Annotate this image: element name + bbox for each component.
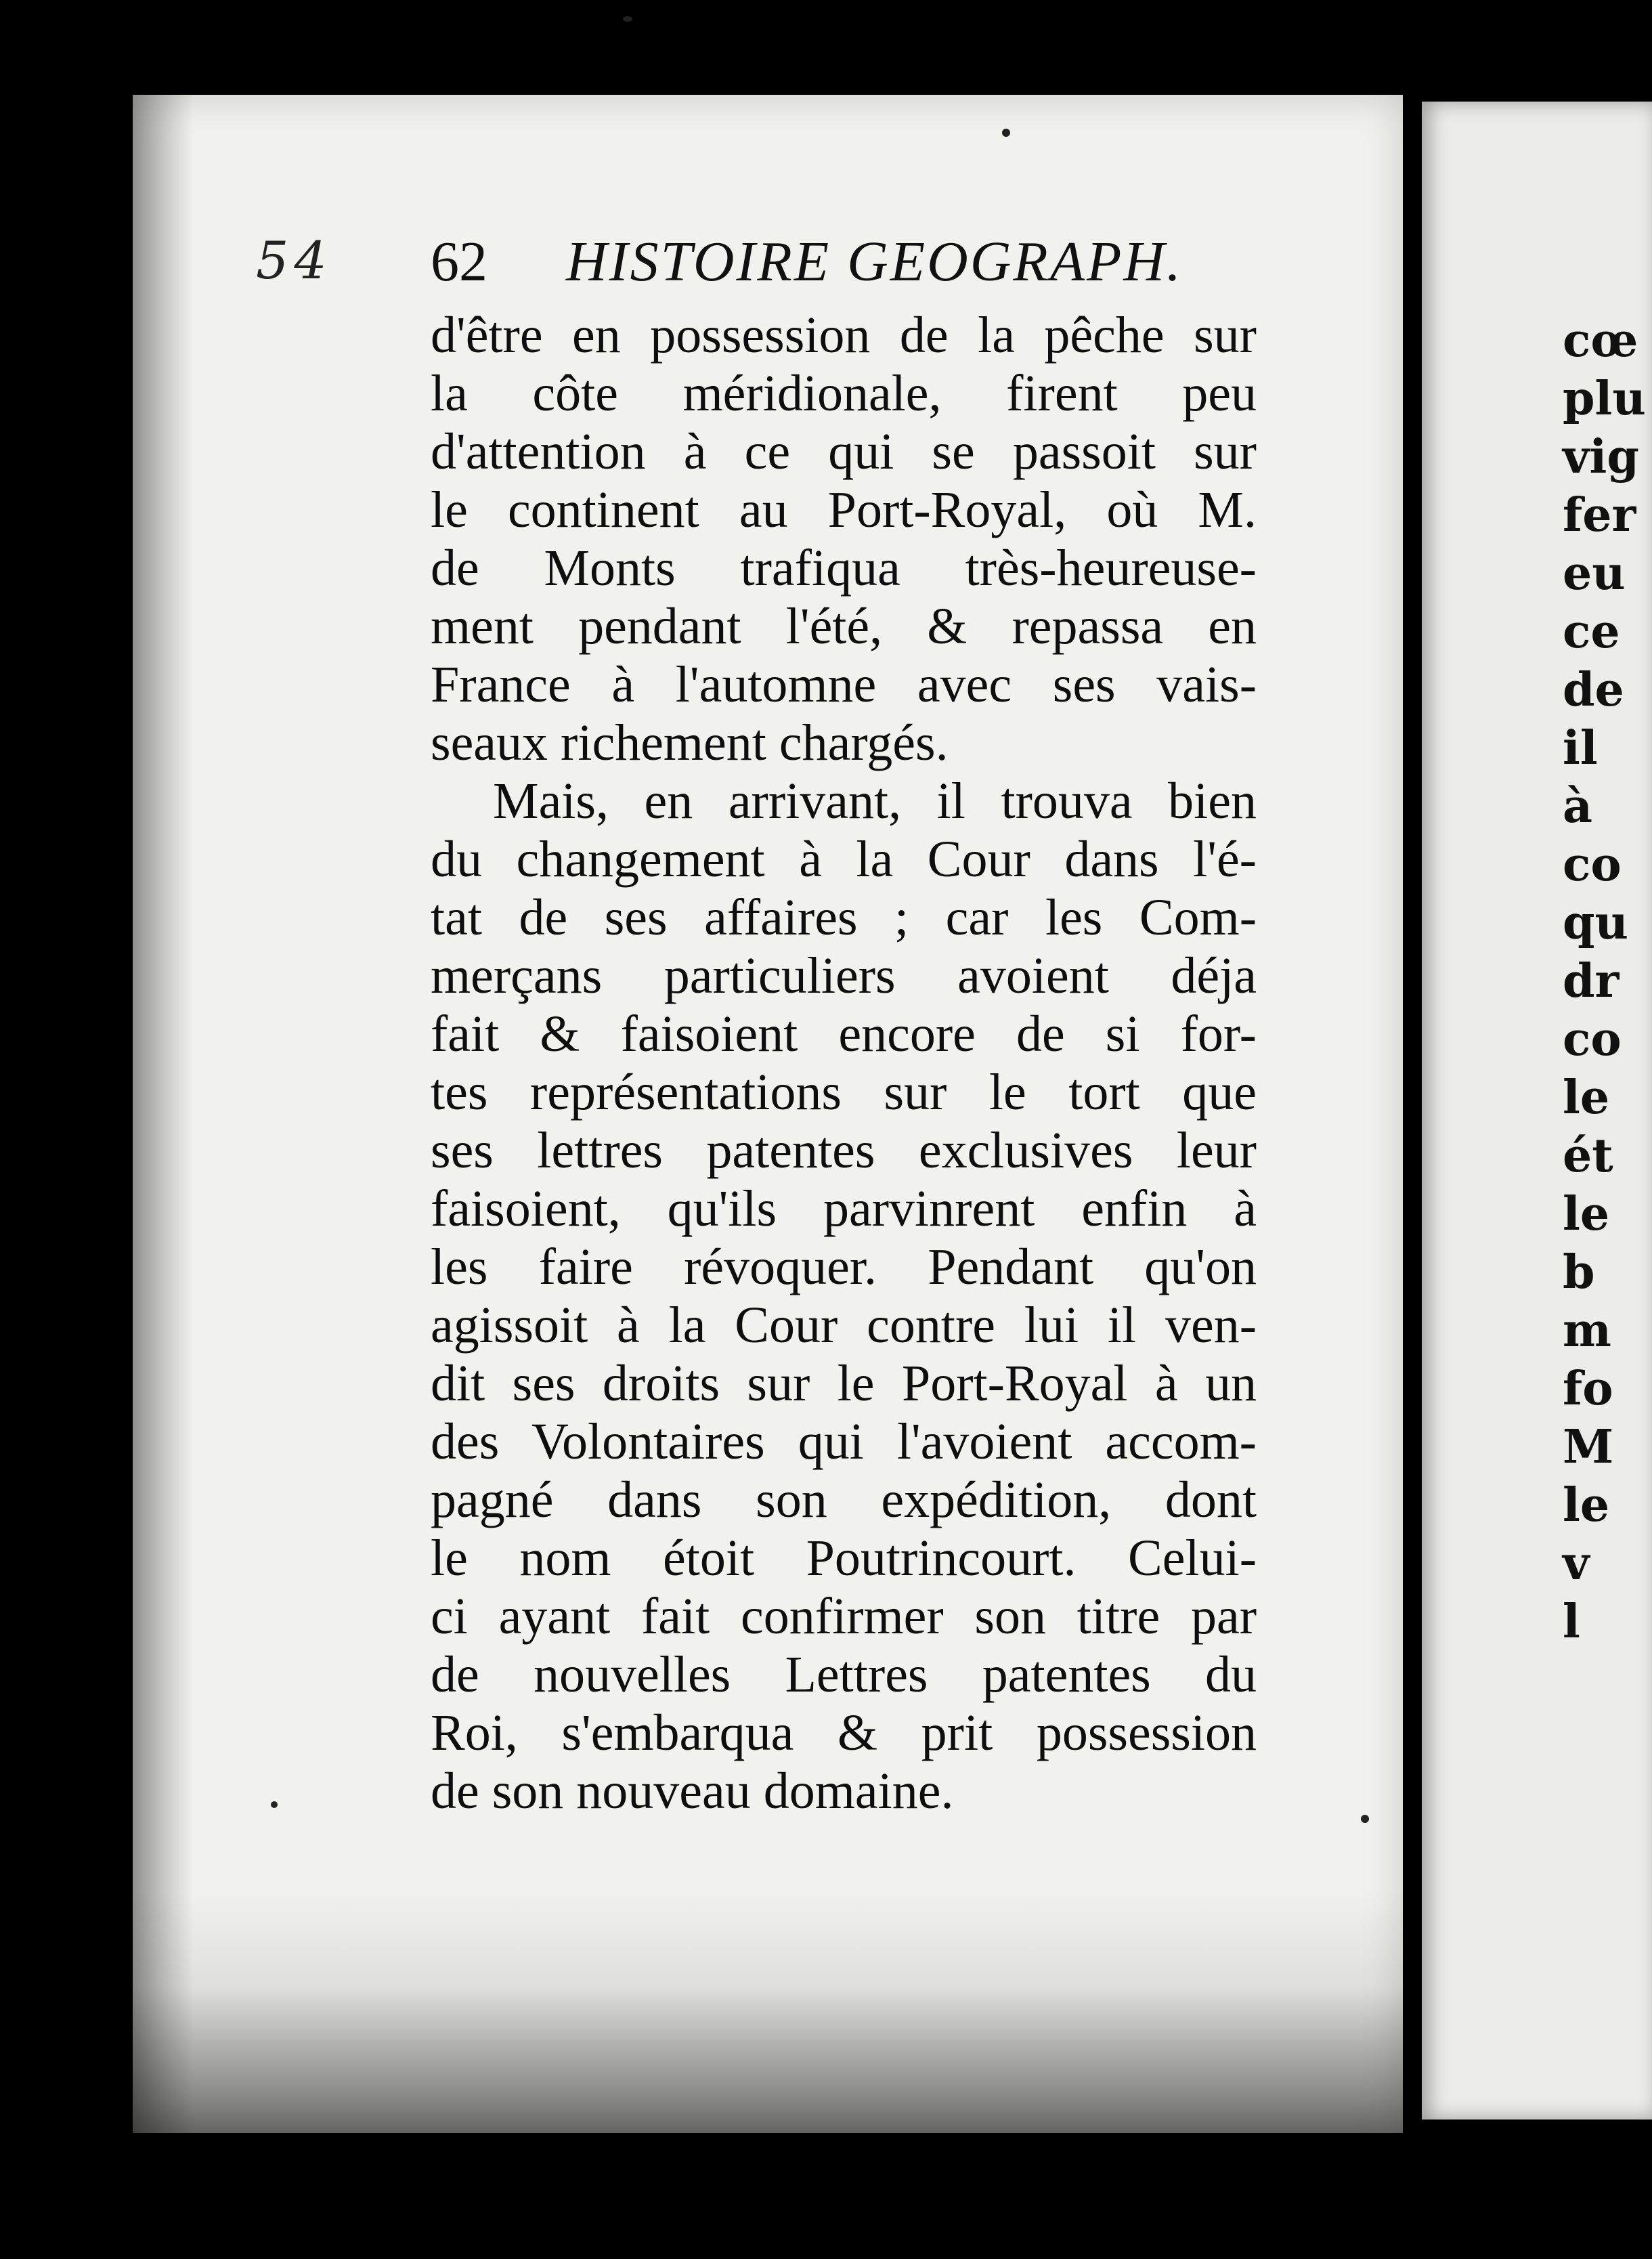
facing-page-fragment: cœ — [1563, 314, 1638, 368]
text-line: la côte méridionale, firent peu — [431, 365, 1257, 422]
page-bottom-stain — [133, 1889, 1403, 2133]
facing-page-fragment: le — [1563, 1071, 1610, 1125]
ink-speck — [271, 1801, 278, 1808]
text-line: des Volontaires qui l'avoient accom- — [431, 1413, 1257, 1470]
running-title: HISTOIRE GEOGRAPH. — [566, 230, 1183, 293]
handwritten-folio-number: 54 — [256, 230, 332, 291]
text-line: merçans particuliers avoient déja — [431, 947, 1257, 1004]
text-line: le continent au Port-Royal, où M. — [431, 481, 1257, 538]
text-line: ci ayant fait confirmer son titre par — [431, 1588, 1257, 1645]
facing-page-fragment: qu — [1563, 896, 1628, 950]
text-line: du changement à la Cour dans l'é- — [431, 831, 1257, 888]
text-line: ses lettres patentes exclusives leur — [431, 1122, 1257, 1179]
facing-page-fragment: co — [1563, 1012, 1622, 1067]
facing-page-fragment: plu — [1563, 372, 1646, 426]
facing-page-fragment: ce — [1563, 605, 1620, 659]
body-text — [431, 306, 1257, 1820]
facing-page-fragment: à — [1563, 779, 1593, 834]
page-number: 62 — [431, 230, 487, 293]
text-line: de nouvelles Lettres patentes du — [431, 1646, 1257, 1703]
text-line: faisoient, qu'ils parvinrent enfin à — [431, 1180, 1257, 1237]
text-line: fait & faisoient encore de si for- — [431, 1006, 1257, 1062]
facing-page-fragment: M — [1563, 1420, 1614, 1474]
text-line: les faire révoquer. Pendant qu'on — [431, 1239, 1257, 1295]
text-line: Mais, en arrivant, il trouva bien — [493, 773, 1257, 830]
facing-page-fragment: le — [1563, 1187, 1610, 1241]
text-line: agissoit à la Cour contre lui il ven- — [431, 1297, 1257, 1354]
text-line: d'être en possession de la pêche sur — [431, 307, 1257, 364]
ink-speck — [1361, 1815, 1369, 1823]
text-line: tat de ses affaires ; car les Com- — [431, 889, 1257, 946]
page-gutter-shadow — [133, 95, 194, 2133]
facing-page-fragment: l — [1563, 1595, 1580, 1649]
facing-page-fragment: ét — [1563, 1129, 1613, 1183]
facing-page-fragment: il — [1563, 721, 1598, 775]
text-line: ment pendant l'été, & repassa en — [431, 598, 1257, 655]
text-line: le nom étoit Poutrincourt. Celui- — [431, 1530, 1257, 1587]
page-header — [431, 229, 1250, 303]
facing-page-fragment: fo — [1563, 1362, 1613, 1416]
text-line: d'attention à ce qui se passoit sur — [431, 423, 1257, 480]
text-line: dit ses droits sur le Port-Royal à un — [431, 1355, 1257, 1412]
text-line: tes représentations sur le tort que — [431, 1064, 1257, 1121]
text-line: France à l'automne avec ses vais- — [431, 656, 1257, 713]
text-line: de Monts trafiqua très-heureuse- — [431, 540, 1257, 597]
facing-page-fragment: eu — [1563, 546, 1626, 601]
facing-page-text-fragments — [1563, 311, 1646, 1651]
facing-page-fragment: m — [1563, 1304, 1611, 1358]
facing-page-fragment: b — [1563, 1245, 1595, 1299]
facing-page-fragment: co — [1563, 838, 1622, 892]
ink-speck — [623, 16, 632, 22]
text-line: Roi, s'embarqua & prit possession — [431, 1704, 1257, 1761]
facing-page-fragment: le — [1563, 1478, 1610, 1532]
text-line: pagné dans son expédition, dont — [431, 1471, 1257, 1528]
facing-page-fragment: dr — [1563, 954, 1620, 1008]
text-line: seaux richement chargés. — [431, 714, 949, 771]
facing-page-fragment: v — [1563, 1536, 1590, 1591]
facing-page-fragment: fer — [1563, 488, 1636, 542]
text-line: de son nouveau domaine. — [431, 1763, 954, 1820]
facing-page-fragment: de — [1563, 663, 1624, 717]
ink-speck — [1002, 129, 1010, 137]
facing-page-fragment: vig — [1563, 430, 1639, 484]
